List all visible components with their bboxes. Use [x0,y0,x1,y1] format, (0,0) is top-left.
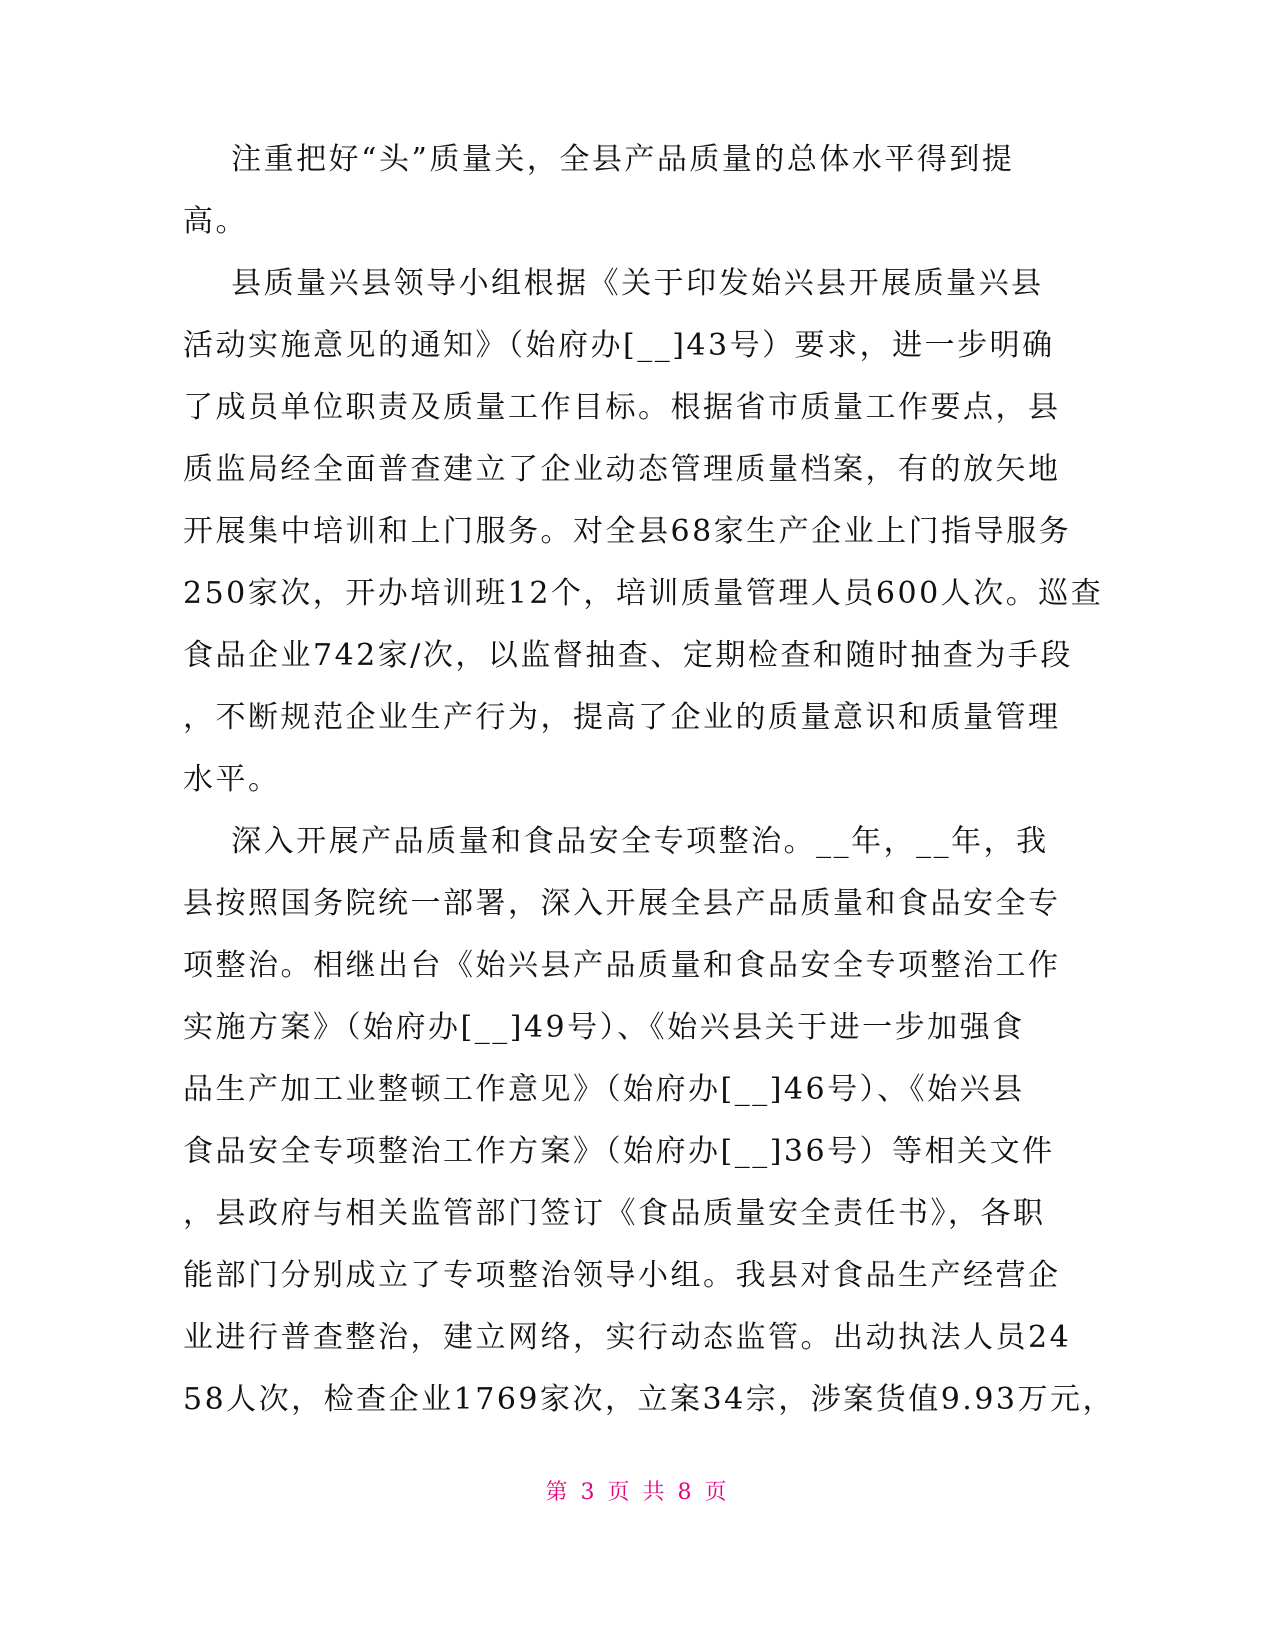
text-line: 县按照国务院统一部署，深入开展全县产品质量和食品安全专 [183,886,1061,921]
footer-label-middle: 页 共 [607,1480,668,1505]
text-line: 品生产加工业整顿工作意见》（始府办[__]46号）、《始兴县 [183,1072,1025,1107]
total-pages-number: 8 [677,1480,695,1505]
text-line: 业进行普查整治，建立网络，实行动态监管。出动执法人员24 [183,1320,1072,1355]
text-line: 食品安全专项整治工作方案》（始府办[__]36号）等相关文件 [183,1134,1055,1169]
text-line: 250家次，开办培训班12个，培训质量管理人员600人次。巡查 [183,576,1104,611]
text-line: 深入开展产品质量和食品安全专项整治。__年，__年，我 [183,824,1049,859]
text-line: 实施方案》（始府办[__]49号）、《始兴县关于进一步加强食 [183,1010,1025,1045]
footer-label-suffix: 页 [704,1480,730,1505]
text-line: 项整治。相继出台《始兴县产品质量和食品安全专项整治工作 [183,948,1061,983]
text-line: 能部门分别成立了专项整治领导小组。我县对食品生产经营企 [183,1258,1061,1293]
text-line: ，县政府与相关监管部门签订《食品质量安全责任书》，各职 [183,1196,1046,1231]
text-line: 水平。 [183,762,281,797]
text-line: 食品企业742家/次，以监督抽查、定期检查和随时抽查为手段 [183,638,1073,673]
text-line: 高。 [183,204,248,239]
text-line: 活动实施意见的通知》（始府办[__]43号）要求，进一步明确 [183,328,1055,363]
page-footer [0,1478,1275,1508]
text-line: 开展集中培训和上门服务。对全县68家生产企业上门指导服务 [183,514,1072,549]
text-line: 质监局经全面普查建立了企业动态管理质量档案，有的放矢地 [183,452,1061,487]
text-line: 了成员单位职责及质量工作目标。根据省市质量工作要点，县 [183,390,1061,425]
text-line: 县质量兴县领导小组根据《关于印发始兴县开展质量兴县 [183,266,1044,301]
footer-label-prefix: 第 [545,1480,571,1505]
text-line: 58人次，检查企业1769家次，立案34宗，涉案货值9.93万元， [183,1382,1115,1417]
text-line: ，不断规范企业生产行为，提高了企业的质量意识和质量管理 [183,700,1061,735]
text-line: 注重把好“头”质量关，全县产品质量的总体水平得到提 [183,142,1015,177]
current-page-number: 3 [580,1480,598,1505]
